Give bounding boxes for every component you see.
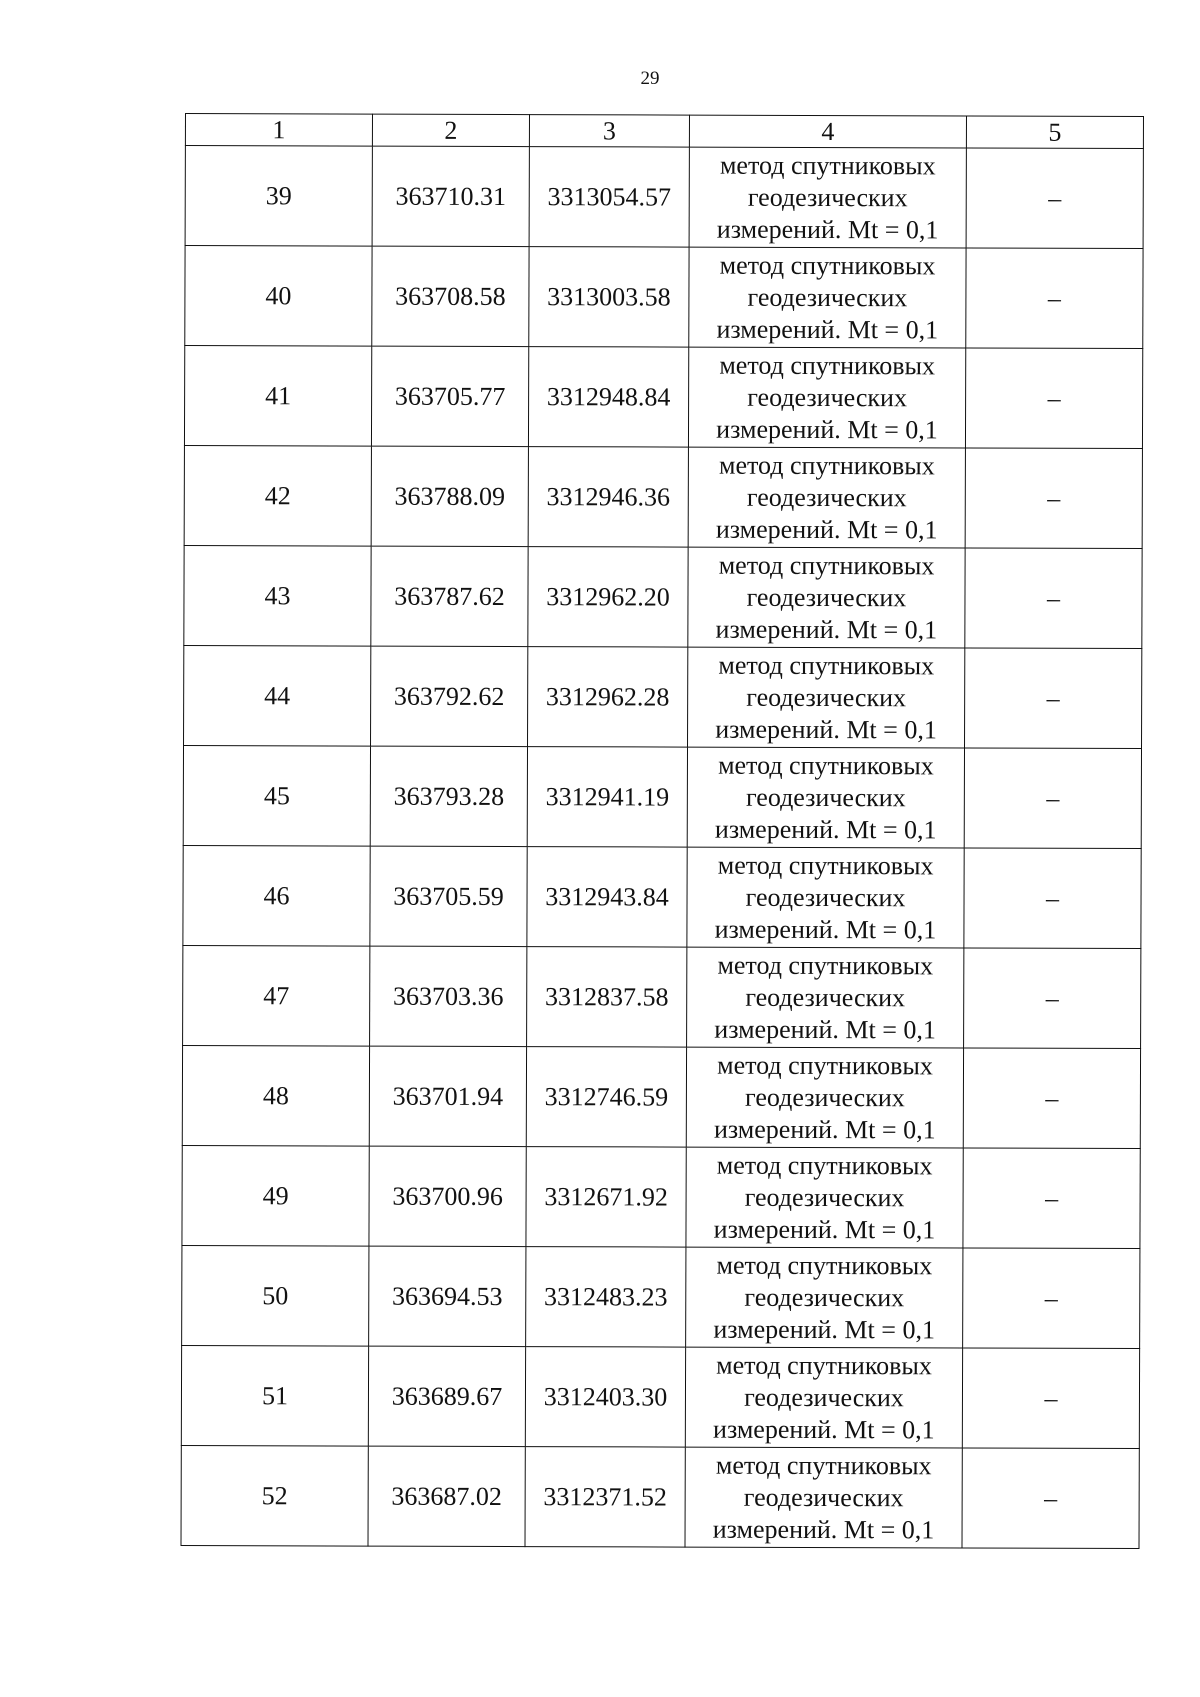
y-coordinate-cell: 3313003.58 [529,247,689,348]
method-line: геодезических [743,1482,904,1512]
method-line: метод спутниковых [718,750,934,780]
note-cell: – [964,748,1141,849]
method-cell [686,1147,963,1248]
x-coordinate-cell: 363710.31 [372,146,529,246]
method-line: геодезических [745,782,906,812]
note-cell: – [963,1048,1140,1149]
note-cell: – [966,248,1143,349]
method-line: измерений. Mt = 0,1 [716,414,938,444]
method-cell [688,347,965,448]
y-coordinate-cell: 3312403.30 [525,1347,685,1448]
method-line: геодезических [747,182,908,212]
point-number-cell: 48 [182,1045,369,1146]
point-number-cell: 44 [184,645,371,746]
x-coordinate-cell: 363689.67 [368,1346,525,1446]
method-line: измерений. Mt = 0,1 [713,1414,935,1444]
method-line: измерений. Mt = 0,1 [715,514,938,544]
method-line: метод спутниковых [718,550,935,580]
method-cell [688,647,965,748]
point-number-cell: 40 [185,246,372,347]
method-cell [685,1447,962,1548]
note-cell: – [962,1448,1139,1549]
method-line: геодезических [744,1282,905,1312]
method-cell [685,1347,962,1448]
method-line: геодезических [746,482,907,512]
method-line: геодезических [746,682,907,712]
x-coordinate-cell: 363793.28 [370,746,527,846]
table-row [183,745,1141,848]
x-coordinate-cell: 363705.77 [371,346,528,446]
method-line: метод спутниковых [719,150,936,180]
table-row [184,545,1142,648]
table-row [184,645,1142,748]
method-line: измерений. Mt = 0,1 [715,714,937,744]
y-coordinate-cell: 3312371.52 [525,1447,685,1548]
header-cell-5: 5 [966,116,1143,149]
note-cell: – [962,1348,1139,1449]
table-row [182,1145,1140,1248]
y-coordinate-cell: 3312941.19 [527,747,687,848]
point-number-cell: 49 [182,1145,369,1246]
method-cell [688,447,965,548]
method-line: измерений. Mt = 0,1 [712,1514,935,1544]
method-line: геодезических [745,882,906,912]
point-number-cell: 52 [181,1445,368,1546]
note-cell: – [966,148,1143,249]
x-coordinate-cell: 363705.59 [370,846,527,946]
x-coordinate-cell: 363708.58 [372,246,529,346]
header-cell-1: 1 [185,114,372,147]
header-cell-2: 2 [372,114,529,146]
method-line: метод спутниковых [715,1450,932,1480]
point-number-cell: 50 [182,1245,369,1346]
method-line: геодезических [744,1182,905,1212]
table-row [184,445,1142,548]
table-row [184,346,1142,449]
table-row [182,1245,1140,1348]
point-number-cell: 45 [183,745,370,846]
y-coordinate-cell: 3312483.23 [526,1247,686,1348]
header-row [185,114,1143,149]
method-line: метод спутниковых [718,450,935,480]
method-line: измерений. Mt = 0,1 [713,1114,936,1144]
y-coordinate-cell: 3312671.92 [526,1147,686,1248]
method-cell [687,947,964,1048]
table-row [183,845,1141,948]
method-line: измерений. Mt = 0,1 [715,614,938,644]
x-coordinate-cell: 363687.02 [368,1446,525,1546]
table-row [185,146,1143,249]
method-line: метод спутниковых [717,950,934,980]
method-line: метод спутниковых [716,1350,932,1380]
method-line: геодезических [744,1382,904,1412]
y-coordinate-cell: 3312746.59 [526,1047,686,1148]
method-line: геодезических [747,382,908,412]
x-coordinate-cell: 363701.94 [369,1046,526,1146]
x-coordinate-cell: 363694.53 [369,1246,526,1346]
x-coordinate-cell: 363787.62 [371,546,528,646]
y-coordinate-cell: 3312962.20 [528,547,688,648]
y-coordinate-cell: 3312837.58 [527,947,687,1048]
method-line: метод спутниковых [717,850,934,880]
note-cell: – [964,948,1141,1049]
method-line: измерений. Mt = 0,1 [713,1214,936,1244]
x-coordinate-cell: 363788.09 [371,446,528,546]
point-number-cell: 47 [183,945,370,1046]
y-coordinate-cell: 3312946.36 [528,447,688,548]
point-number-cell: 43 [184,545,371,646]
method-line: метод спутниковых [719,350,936,380]
method-line: метод спутниковых [716,1250,933,1280]
method-line: измерений. Mt = 0,1 [714,1014,936,1044]
note-cell: – [965,348,1142,449]
table-row [181,1345,1139,1448]
method-line: измерений. Mt = 0,1 [716,314,939,344]
table-row [183,945,1141,1048]
x-coordinate-cell: 363792.62 [371,646,528,746]
point-number-cell: 42 [184,445,371,546]
table-row [185,246,1143,349]
method-cell [686,1047,963,1148]
method-cell [687,847,964,948]
method-line: геодезических [744,1082,905,1112]
method-line: измерений. Mt = 0,1 [716,214,939,244]
method-cell [689,147,966,248]
method-cell [689,247,966,348]
header-cell-4: 4 [689,115,966,148]
method-cell [688,547,965,648]
method-line: измерений. Mt = 0,1 [713,1314,936,1344]
method-line: метод спутниковых [719,250,936,280]
point-number-cell: 46 [183,845,370,946]
x-coordinate-cell: 363703.36 [370,946,527,1046]
y-coordinate-cell: 3312948.84 [528,347,688,448]
method-cell [687,747,964,848]
method-line: измерений. Mt = 0,1 [714,914,937,944]
note-cell: – [965,548,1142,649]
note-cell: – [965,448,1142,549]
table-row [181,1445,1139,1548]
y-coordinate-cell: 3312943.84 [527,847,687,948]
method-line: геодезических [747,282,908,312]
coordinates-table [180,113,1143,1549]
point-number-cell: 51 [181,1345,368,1446]
point-number-cell: 41 [184,346,371,447]
note-cell: – [965,648,1142,749]
y-coordinate-cell: 3312962.28 [528,647,688,748]
point-number-cell: 39 [185,146,372,247]
header-cell-3: 3 [529,115,689,148]
note-cell: – [963,1148,1140,1249]
y-coordinate-cell: 3313054.57 [529,147,689,248]
method-line: метод спутниковых [717,1050,933,1080]
method-cell [686,1247,963,1348]
method-line: геодезических [746,582,907,612]
table-header [185,114,1143,149]
method-line: метод спутниковых [716,1150,933,1180]
note-cell: – [964,848,1141,949]
page-number: 29 [640,68,660,89]
method-line: измерений. Mt = 0,1 [714,814,937,844]
table-row [182,1045,1140,1148]
method-line: геодезических [745,982,906,1012]
note-cell: – [963,1248,1140,1349]
method-line: метод спутниковых [718,650,935,680]
x-coordinate-cell: 363700.96 [369,1146,526,1246]
table-body [181,146,1143,1549]
